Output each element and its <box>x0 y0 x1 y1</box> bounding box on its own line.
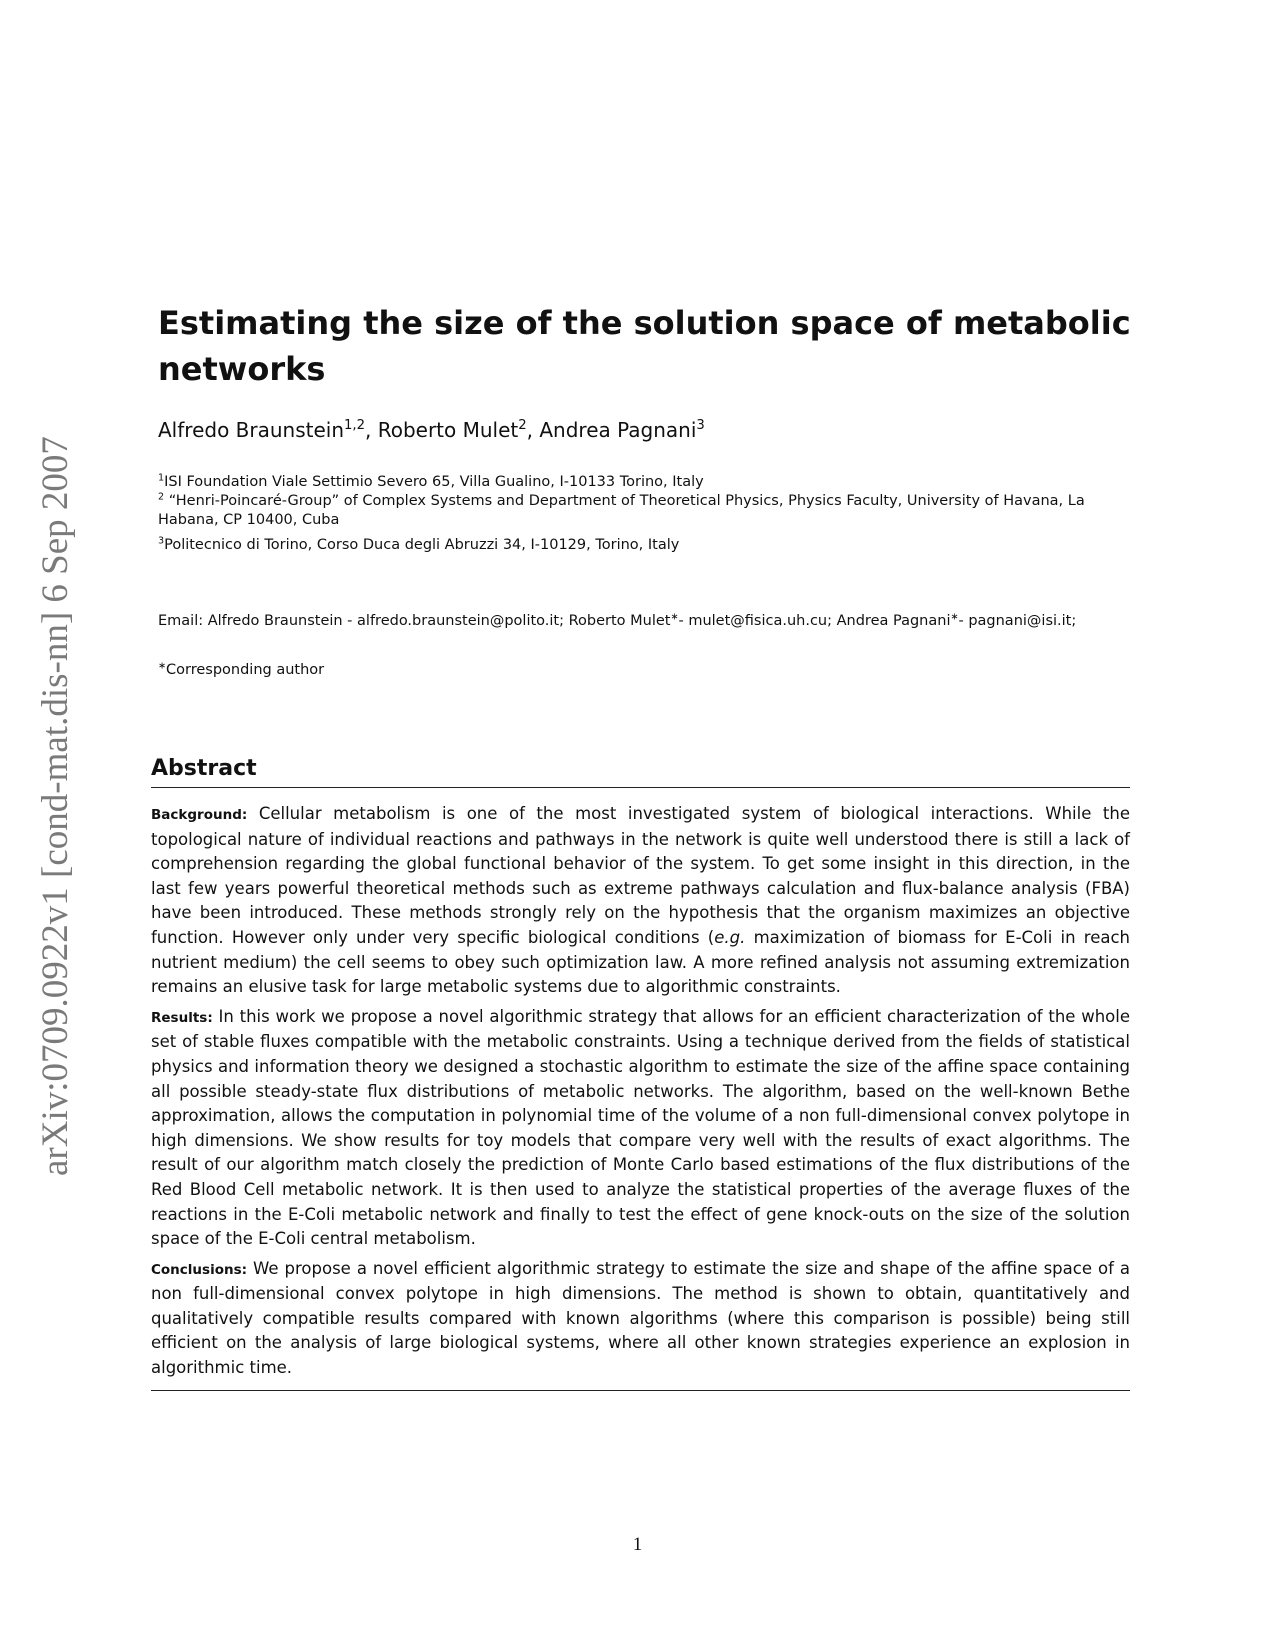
corresponding-mark: ∗ <box>950 611 959 623</box>
affiliation <box>158 492 1118 530</box>
page-number: 1 <box>632 1534 643 1555</box>
conclusions-text: We propose a novel efficient algorithmic strategy to estimate the size and shape of the affine space of a non full-dimensional convex polytope in high dimensions. The method is shown to obtain, quantitatively and qualitatively compatible results compared with known algorithms (where this comparison is possible) being still efficient on the analysis of large biological systems, where all other known strategies experience an explosion in algorithmic time. <box>151 1258 1130 1378</box>
background-text-cont: maximization of biomass for E-Coli in reach nutrient medium) the cell seems to obey such optimization law. A more refined analysis not assuming extremization remains an elusive task for large metabolic systems due to algorithmic constraints. <box>151 927 1130 997</box>
abstract-heading: Abstract <box>151 756 257 781</box>
email-text: Email: Alfredo Braunstein - alfredo.braunstein@polito.it; Roberto Mulet <box>158 613 671 629</box>
abstract-background <box>151 802 1130 1000</box>
results-label: Results: <box>151 1009 213 1026</box>
background-label: Background: <box>151 807 248 823</box>
arxiv-identifier: arXiv:0709.0922v1 [cond-mat.dis-nn] 6 Sep 2007 <box>35 436 76 1176</box>
background-emphasis: e.g. <box>714 927 746 947</box>
author-affiliation-mark: 3 <box>696 418 705 434</box>
affiliation-text: Politecnico di Torino, Corso Duca degli Abruzzi 34, I-10129, Torino, Italy <box>164 537 680 553</box>
corresponding-mark: ∗ <box>670 611 679 623</box>
conclusions-label: Conclusions: <box>151 1261 248 1278</box>
affiliation-mark: 3 <box>158 535 165 547</box>
corresponding-note <box>158 662 324 678</box>
abstract-body <box>151 802 1130 1386</box>
email-text: - pagnani@isi.it; <box>958 613 1077 629</box>
abstract-conclusions <box>151 1257 1130 1381</box>
abstract-top-rule <box>151 787 1130 788</box>
affiliation-mark: 2 <box>158 491 165 503</box>
affiliation-text: ISI Foundation Viale Settimio Severo 65, Villa Gualino, I-10133 Torino, Italy <box>164 474 704 490</box>
affiliation <box>158 473 1118 492</box>
paper-title: Estimating the size of the solution space of metabolic networks <box>158 304 1131 388</box>
author-name: Alfredo Braunstein <box>158 418 345 442</box>
author-affiliation-mark: 2 <box>518 418 527 434</box>
affiliation <box>158 536 1118 555</box>
author-name: Roberto Mulet <box>377 418 519 442</box>
author-list: Alfredo Braunstein$^{1,2}$, Roberto Mulet$^2$, Andrea Pagnani$^3$ <box>158 418 705 442</box>
abstract-results <box>151 1005 1130 1252</box>
author-name: Andrea Pagnani <box>539 418 697 442</box>
email-line <box>158 613 1076 629</box>
abstract-bottom-rule <box>151 1390 1130 1391</box>
author-affiliation-mark: 1,2 <box>344 418 365 434</box>
background-text: Cellular metabolism is one of the most investigated system of biological interactions. While the topological nature of individual reactions and pathways in the network is quite well understood there is still a lack of comprehension regarding the global functional behavior of the system. To get some insight in this direction, in the last few years powerful theoretical methods such as extreme pathways calculation and flux-balance analysis (FBA) have been introduced. These methods strongly rely on the hypothesis that the organism maximizes an objective function. However only under very specific biological conditions ( <box>151 804 1130 947</box>
affiliation-mark: 1 <box>158 472 165 484</box>
corresponding-text: Corresponding author <box>166 662 325 678</box>
results-text: In this work we propose a novel algorithmic strategy that allows for an efficient characterization of the whole set of stable fluxes compatible with the metabolic constraints. Using a technique derived from the fields of statistical physics and information theory we designed a stochastic algorithm to estimate the size of the affine space containing all possible steady-state flux distributions of metabolic networks. The algorithm, based on the well-known Bethe approximation, allows the computation in polynomial time of the volume of a non full-dimensional convex polytope in high dimensions. We show results for toy models that compare very well with the results of exact algorithms. The result of our algorithm match closely the prediction of Monte Carlo based estimations of the flux distributions of the Red Blood Cell metabolic network. It is then used to analyze the statistical properties of the average fluxes of the reactions in the E-Coli metabolic network and finally to test the effect of gene knock-outs on the size of the solution space of the E-Coli central metabolism. <box>151 1006 1130 1249</box>
email-text: - mulet@fisica.uh.cu; Andrea Pagnani <box>678 613 951 629</box>
corresponding-mark: ∗ <box>158 660 167 672</box>
affiliation-text: “Henri-Poincaré-Group” of Complex Systems and Department of Theoretical Physics, Physics Faculty, University of Havana, La Habana, CP 10400, Cuba <box>158 493 1085 528</box>
